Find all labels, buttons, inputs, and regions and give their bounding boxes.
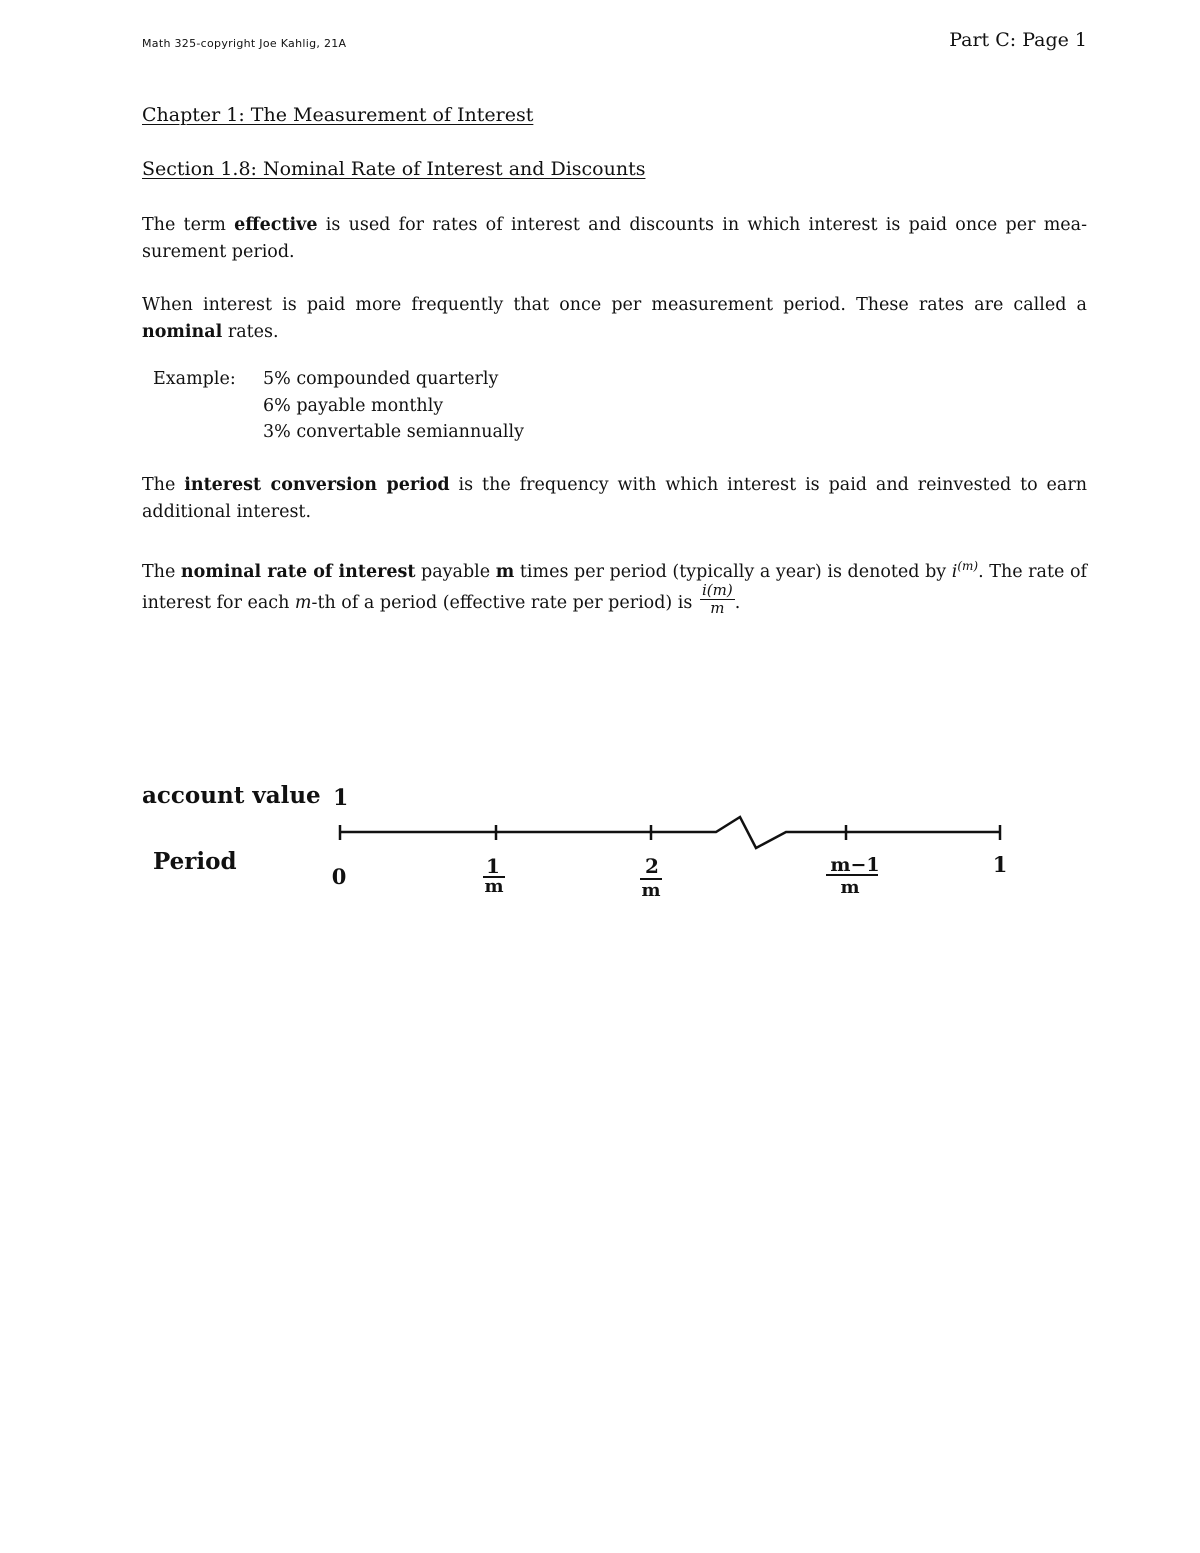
timeline-axis <box>340 817 1000 848</box>
tick-label-1-denominator: m <box>484 876 504 897</box>
text: rates. <box>222 322 279 342</box>
tick-label-1-numerator: 1 <box>486 854 500 878</box>
tick-label-1-end: 1 <box>992 852 1008 877</box>
fraction-denominator: m <box>710 598 725 617</box>
text: The term <box>142 215 235 235</box>
fraction-numerator: i(m) <box>701 580 733 599</box>
page-number: Part C: Page 1 <box>949 29 1087 51</box>
text: The <box>142 475 185 495</box>
symbol-i: i <box>951 561 958 582</box>
term-effective: effective <box>234 215 318 235</box>
example-item: 6% payable monthly <box>263 395 444 416</box>
account-value-label: account value <box>142 782 321 809</box>
symbol-superscript-m: (m) <box>957 559 979 573</box>
term-m: m <box>495 561 515 582</box>
example-item: 3% convertable semiannually <box>263 422 525 442</box>
account-value: 1 <box>333 785 349 811</box>
text: The <box>142 561 181 582</box>
text: . The rate of interest for each <box>142 561 1087 613</box>
text: payable <box>415 561 496 582</box>
page-header-left: Math 325-copyright Joe Kahlig, 21A <box>142 37 347 50</box>
text: is used for rates of interest and discounts in which interest is paid once per mea-surement period. <box>142 215 1087 262</box>
period-label: Period <box>153 848 237 875</box>
section-title: Section 1.8: Nominal Rate of Interest and Discounts <box>142 158 646 180</box>
symbol-m: m <box>294 592 312 613</box>
text: is the frequency with which interest is paid and reinvested to earn additional interest. <box>142 475 1087 522</box>
example-label: Example: <box>153 369 236 389</box>
text: . <box>734 592 741 613</box>
tick-label-0: 0 <box>331 864 347 889</box>
tick-label-2-numerator: 2 <box>645 854 659 878</box>
term-nominal-rate-of-interest: nominal rate of interest <box>180 561 416 582</box>
tick-label-m-1-numerator: m−1 <box>830 854 880 876</box>
term-interest-conversion-period: interest conversion period <box>184 475 450 495</box>
text: -th of a period (effective rate per period) is <box>311 592 698 613</box>
text: times per period (typically a year) is denoted by <box>514 561 952 582</box>
term-nominal: nominal <box>142 322 223 342</box>
tick-label-m-1-denominator: m <box>840 877 860 898</box>
chapter-title: Chapter 1: The Measurement of Interest <box>142 104 534 126</box>
example-item: 5% compounded quarterly <box>263 369 499 389</box>
tick-label-2-denominator: m <box>641 880 661 901</box>
text: When interest is paid more frequently that once per measurement period. These rates are called a <box>142 295 1087 315</box>
